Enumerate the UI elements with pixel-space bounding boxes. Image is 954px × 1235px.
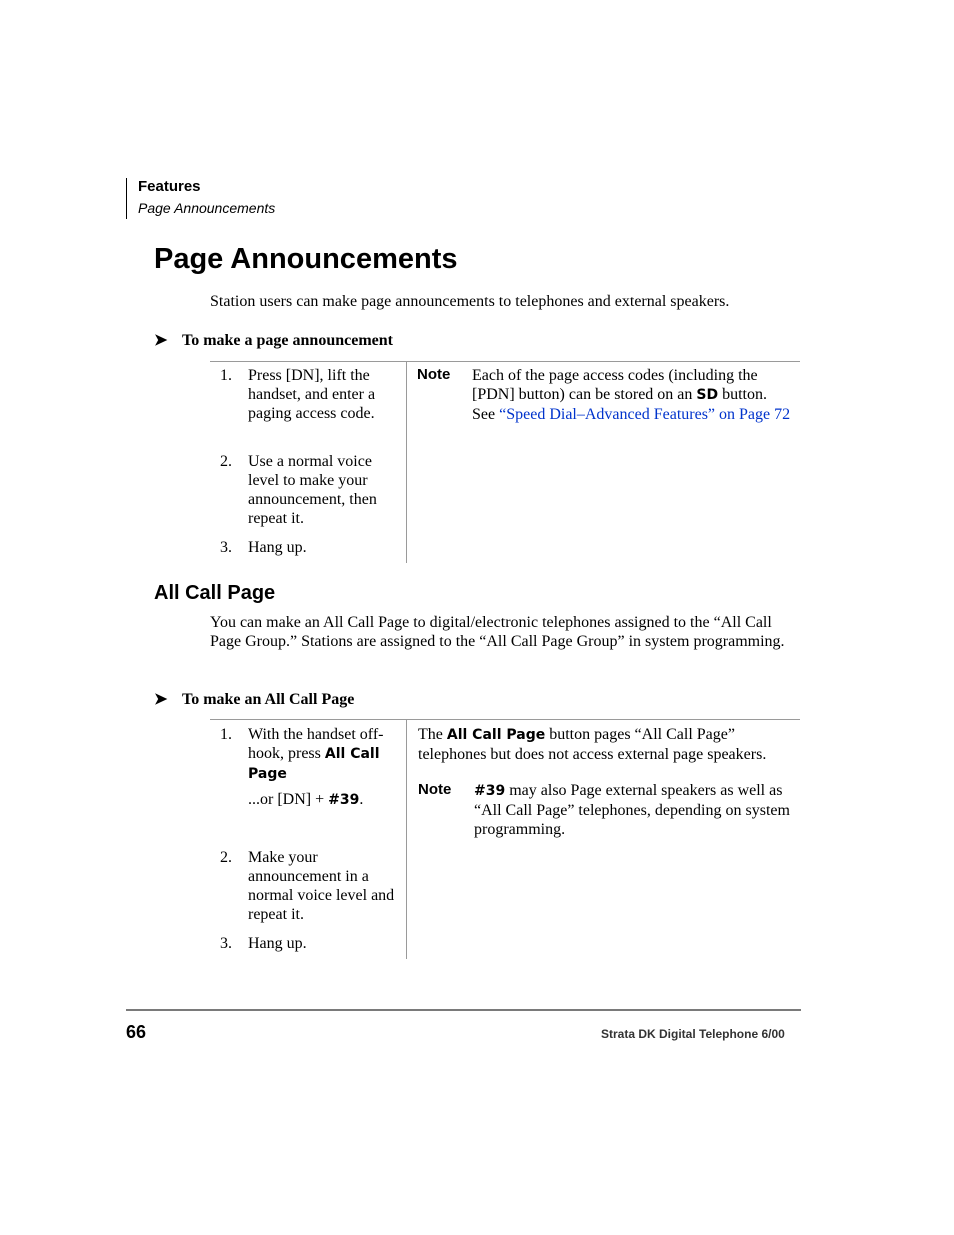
step-number: 3. (220, 935, 232, 952)
step-text: Hang up. (248, 539, 307, 556)
step-number: 3. (220, 539, 232, 556)
footer-text: Strata DK Digital Telephone 6/00 (601, 1027, 785, 1041)
alt-text: ...or [DN] + (248, 791, 329, 808)
section-label: Features (138, 178, 201, 195)
section-sublabel: Page Announcements (138, 200, 276, 216)
step-text: Use a normal voice level to make your announcement, then repeat it. (248, 453, 377, 527)
step-text: Make your announcement in a normal voice level and repeat it. (248, 849, 395, 923)
desc-text: button pages “All Call Page” telephones but does not access external page speakers. (418, 726, 767, 763)
code-39-key: #39 (328, 792, 360, 808)
procedure-heading-text: To make a page announcement (182, 332, 393, 349)
note-text-part: Each of the page access codes (including the [PDN] button) can be stored on an (472, 367, 758, 403)
alt-text: . (359, 791, 364, 808)
all-call-intro: You can make an All Call Page to digital/electronic telephones assigned to the “All Call Page Group.” Stations are assigned to the “All Call Page Group” in system programming. (210, 614, 785, 650)
arrow-icon: ➤ (154, 691, 168, 708)
arrow-icon: ➤ (154, 332, 168, 349)
page-title: Page Announcements (154, 243, 458, 275)
speed-dial-link[interactable]: “Speed Dial–Advanced Features” on Page 72 (499, 406, 791, 423)
note-text-part: button. See (472, 386, 767, 423)
table-top-rule (210, 719, 800, 720)
step-number: 1. (220, 726, 232, 743)
note-text (474, 781, 792, 839)
all-call-description (418, 725, 796, 764)
all-call-page-key: All Call Page (248, 746, 380, 782)
code-39-key: #39 (474, 783, 506, 799)
procedure-heading (154, 690, 354, 709)
sd-key-label: SD (696, 387, 719, 403)
header-rule (126, 178, 127, 219)
page-number: 66 (126, 1022, 147, 1042)
step-1-alternative (248, 790, 363, 810)
note-label: Note (418, 781, 452, 798)
step-text: Hang up. (248, 935, 307, 952)
all-call-page-key: All Call Page (446, 727, 546, 743)
procedure-heading (154, 331, 393, 350)
table-column-rule (406, 362, 407, 563)
desc-text: The (418, 726, 447, 743)
step-number: 1. (220, 367, 232, 384)
table-top-rule (210, 361, 800, 362)
table-column-rule (406, 720, 407, 959)
note-text-part: may also Page external speakers as well as “All Call Page” telephones, depending on system programming. (474, 782, 790, 838)
step-text-part: With the handset off-hook, press (248, 726, 384, 762)
section-heading: All Call Page (154, 582, 276, 604)
step-number: 2. (220, 453, 232, 470)
note-text (472, 366, 794, 424)
note-label: Note (417, 366, 451, 383)
step-text: Press [DN], lift the handset, and enter a paging access code. (248, 367, 376, 422)
step-number: 2. (220, 849, 232, 866)
step-text (248, 725, 396, 784)
intro-paragraph: Station users can make page announcements to telephones and external speakers. (210, 293, 730, 310)
footer-rule (126, 1009, 801, 1011)
procedure-heading-text: To make an All Call Page (182, 691, 355, 708)
